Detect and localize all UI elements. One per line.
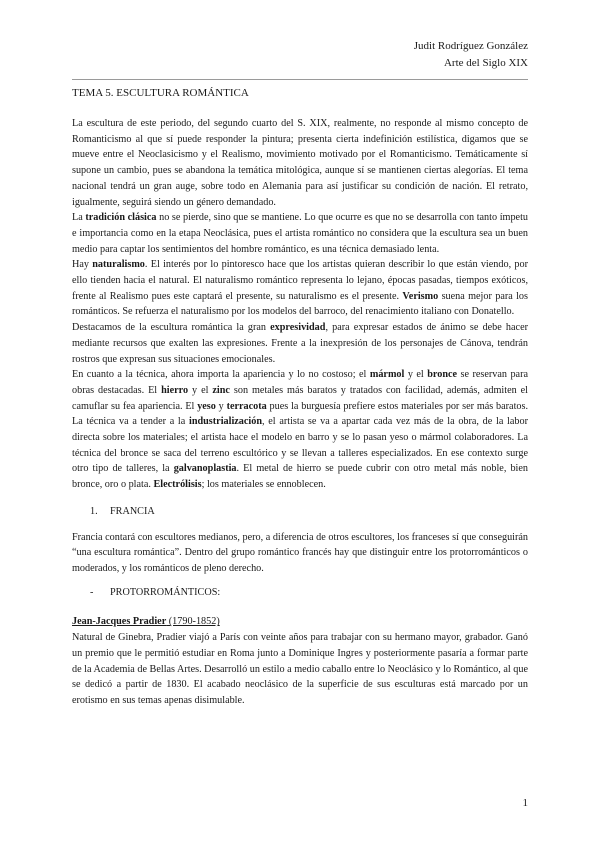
term-naturalismo: naturalismo bbox=[92, 259, 145, 271]
document-title: TEMA 5. ESCULTURA ROMÁNTICA bbox=[72, 87, 249, 99]
term-industrializacion: industrialización bbox=[188, 416, 263, 428]
paragraph-tradicion: La tradición clásica no se pierde, sino que se mantiene. Lo que ocurre es que no se desarrolla con tanto ímpetu e importancia como en la etapa Neoclásica, pues el artista romántico no considera que la escultura sea un buen medio para captar los sentimientos del hombre romántico, es una técnica demasiado lenta. bbox=[72, 212, 528, 255]
paragraph-expresividad: Destacamos de la escultura romántica la gran expresividad, para expresar estados de ánimo se debe hacer mediante recursos que exalten las expresiones. Frente a la inexpresión de los personajes de Cánova, tendrán rostros que expresan sus situaciones emocionales. bbox=[72, 322, 528, 365]
artist-heading bbox=[72, 614, 528, 630]
term-galvanoplastia: galvanoplastia bbox=[173, 463, 237, 475]
section-number: 1. bbox=[90, 505, 98, 517]
paragraph-pradier: Natural de Ginebra, Pradier viajó a París con veinte años para trabajar con su hermano mayor, grabador. Ganó un premio que le permitió estudiar en Roma junto a Dominique Ingres y posteriormente pasaría a formar parte de la Academia de Bellas Artes. Desarrolló un estilo a medio caballo entre lo Neoclásico y lo Romántico, al que se dedicó a partir de 1830. El acabado neoclásico de la superficie de sus esculturas está marcado por un erotismo en sus temas apenas disimulable. bbox=[72, 632, 528, 706]
term-expresividad: expresividad bbox=[270, 322, 326, 334]
paragraph-tecnica: En cuanto a la técnica, ahora importa la apariencia y lo no costoso; el mármol y el bronce se reservan para obras destacadas. El hierro y el zinc son metales más baratos y tratados con facilidad, además, admiten el camuflar su fea apariencia. El yeso y terracota pues la burguesía prefiere estos materiales por ser más baratos. La técnica va a tender a la industrialización, el artista se va a apartar cada vez más de la obra, de la labor directa sobre los materiales; el artista hace el modelo en barro y se lo pasan yeso o mármol colaboradores. La técnica del bronce se saca del terreno escultórico y se llevan a talleres especializados. En ese contexto surge otro tipo de talleres, la galvanoplastia. El metal de hierro se puede cubrir con otro metal más noble, bien bronce, oro o plata. Electrólisis; los materiales se ennoblecen. bbox=[72, 369, 529, 491]
artist-name: Jean-Jacques Pradier bbox=[72, 616, 167, 628]
paragraph-naturalismo: Hay naturalismo. El interés por lo pintoresco hace que los artistas quieran describir lo que están viendo, por ello tienden hacia el natural. El naturalismo romántico representa lo lejano, épocas pasadas, tiempos exóticos, frente al Realismo pues este captará el presente, su naturalismo es el presente. Verismo suena mejor para los románticos. Se refuerza el naturalismo por los modelos del barroco, del renacimiento italiano con Donatello. bbox=[72, 259, 528, 318]
term-verismo: Verismo bbox=[402, 290, 439, 302]
header-author: Judit Rodríguez González bbox=[413, 40, 528, 52]
paragraph-francia: Francia contará con escultores medianos, pero, a diferencia de otros escultores, los franceses sí que conseguirán “una escultura romántica”. Dentro del grupo romántico francés hay que distinguir entre los protorrománticos o moderados, y los románticos de pleno derecho. bbox=[72, 531, 528, 574]
section-heading-francia bbox=[72, 504, 528, 520]
term-yeso: yeso bbox=[197, 400, 216, 412]
term-terracota: terracota bbox=[226, 400, 267, 412]
list-dash: - bbox=[90, 586, 94, 598]
term-electrolisis: Electrólisis bbox=[153, 479, 202, 491]
header-course: Arte del Siglo XIX bbox=[443, 57, 528, 69]
term-tradicion-clasica: tradición clásica bbox=[85, 212, 157, 224]
term-marmol: mármol bbox=[369, 369, 405, 381]
subsection-heading-protorromanticos bbox=[72, 585, 528, 601]
document-body bbox=[72, 116, 528, 709]
term-hierro: hierro bbox=[161, 384, 189, 396]
page-header bbox=[414, 38, 528, 72]
header-divider bbox=[72, 79, 528, 80]
term-zinc: zinc bbox=[212, 384, 230, 396]
page-number: 1 bbox=[522, 797, 528, 809]
paragraph-intro: La escultura de este periodo, del segundo cuarto del S. XIX, realmente, no responde al mismo concepto de Romanticismo al que sí puede responder la pintura; presenta cierta indefinición estilística, digamos que se mueve entre el Neoclasicismo y el Realismo, movimiento motivado por el Romanticismo. Temáticamente sí supone un cambio, pues se abandona la temática mitológica, aunque sí se mantienen ciertas alegorías. El tema nacional tendrá un gran auge, sobre todo en Alemania para así justificar su condición de nación. El retrato, igualmente, seguirá siendo un género demandado. bbox=[72, 118, 528, 208]
section-label: FRANCIA bbox=[110, 505, 155, 517]
artist-dates: (1790-1852) bbox=[166, 616, 220, 628]
subsection-label: PROTORROMÁNTICOS: bbox=[110, 586, 221, 598]
term-bronce: bronce bbox=[427, 369, 458, 381]
